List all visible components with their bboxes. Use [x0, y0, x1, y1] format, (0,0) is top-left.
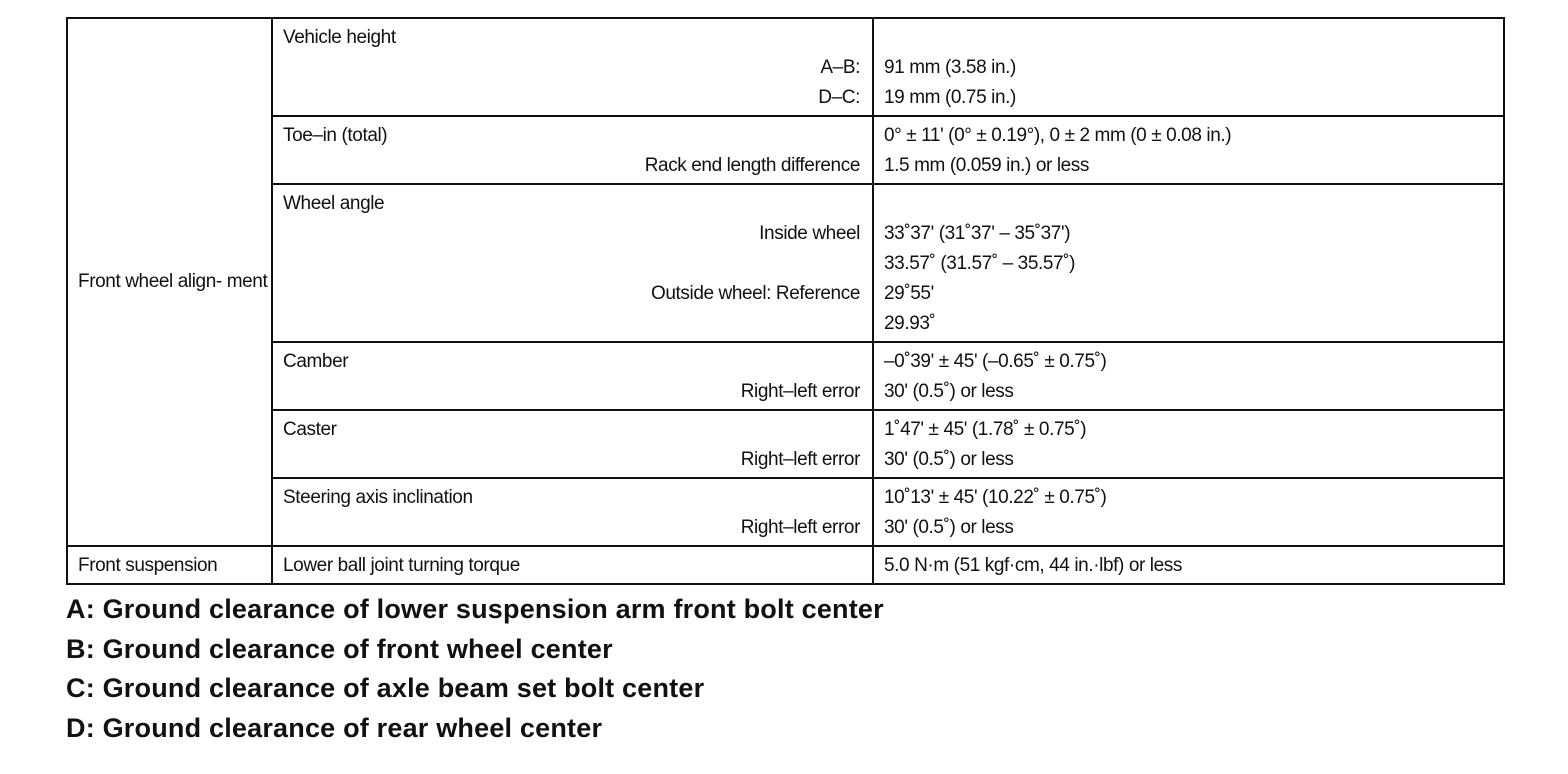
table-row-front-suspension [67, 546, 1504, 584]
item-label-steering-axis: Steering axis inclination [283, 487, 473, 508]
category-label: Front suspension [78, 555, 218, 576]
legend-item-b: B: Ground clearance of front wheel center [66, 633, 613, 664]
value-a-b: 91 mm (3.58 in.) [884, 57, 1016, 78]
value-cell [873, 116, 1504, 184]
item-label-camber: Camber [283, 351, 349, 372]
table-row-camber [67, 342, 1504, 410]
category-front-wheel-alignment [67, 18, 272, 546]
item-cell [272, 342, 873, 410]
item-cell [272, 116, 873, 184]
table-row-steering-axis [67, 478, 1504, 546]
legend-item-c: C: Ground clearance of axle beam set bolt center [66, 673, 705, 703]
item-label-toe-in: Toe–in (total) [283, 125, 388, 146]
item-sublabel-steering-error: Right–left error [740, 517, 860, 538]
category-label: Front wheel align- ment [78, 271, 268, 292]
item-sublabel-outside-wheel: Outside wheel: Reference [650, 283, 860, 304]
item-cell [272, 478, 873, 546]
value-cell [873, 184, 1504, 342]
value-cell [873, 18, 1504, 116]
value-camber: –0˚39' ± 45' (–0.65˚ ± 0.75˚) [884, 351, 1107, 372]
value-cell [873, 410, 1504, 478]
legend-item-a: A: Ground clearance of lower suspension arm front bolt center [66, 594, 884, 624]
value-inside-wheel-decimal: 33.57˚ (31.57˚ – 35.57˚) [884, 253, 1076, 274]
value-caster: 1˚47' ± 45' (1.78˚ ± 0.75˚) [884, 419, 1087, 440]
value-caster-error: 30' (0.5˚) or less [884, 449, 1014, 470]
value-cell [873, 478, 1504, 546]
legend-item-d: D: Ground clearance of rear wheel center [66, 712, 603, 743]
table-row-toe-in [67, 116, 1504, 184]
value-steering-axis: 10˚13' ± 45' (10.22˚ ± 0.75˚) [884, 487, 1107, 508]
value-camber-error: 30' (0.5˚) or less [884, 381, 1014, 402]
specification-table [66, 17, 1505, 585]
item-sublabel-inside-wheel: Inside wheel [759, 223, 860, 244]
legend-list [66, 590, 884, 748]
table-row-caster [67, 410, 1504, 478]
value-steering-error: 30' (0.5˚) or less [884, 517, 1014, 538]
item-label-wheel-angle: Wheel angle [283, 193, 385, 214]
item-cell [272, 546, 873, 584]
table-row-vehicle-height [67, 18, 1504, 116]
item-cell [272, 410, 873, 478]
item-sublabel-camber-error: Right–left error [740, 381, 860, 402]
value-d-c: 19 mm (0.75 in.) [884, 87, 1016, 108]
item-label-caster: Caster [283, 419, 337, 440]
item-label-vehicle-height: Vehicle height [283, 27, 396, 48]
item-label-ball-joint: Lower ball joint turning torque [283, 555, 520, 576]
item-sublabel-rack-end: Rack end length difference [644, 155, 860, 176]
table-row-wheel-angle [67, 184, 1504, 342]
item-cell [272, 18, 873, 116]
item-cell [272, 184, 873, 342]
value-ball-joint: 5.0 N·m (51 kgf·cm, 44 in.·lbf) or less [884, 555, 1182, 576]
value-outside-wheel-dms: 29˚55' [884, 283, 934, 304]
value-rack-end: 1.5 mm (0.059 in.) or less [884, 155, 1090, 176]
value-inside-wheel-dms: 33˚37' (31˚37' – 35˚37') [884, 223, 1071, 244]
item-sublabel-caster-error: Right–left error [740, 449, 860, 470]
item-sublabel-d-c: D–C: [818, 87, 860, 108]
category-front-suspension [67, 546, 272, 584]
value-toe-in: 0° ± 11' (0° ± 0.19°), 0 ± 2 mm (0 ± 0.08 in.) [884, 125, 1232, 146]
item-sublabel-a-b: A–B: [820, 57, 860, 78]
value-cell [873, 342, 1504, 410]
value-outside-wheel-decimal: 29.93˚ [884, 313, 936, 334]
value-cell [873, 546, 1504, 584]
